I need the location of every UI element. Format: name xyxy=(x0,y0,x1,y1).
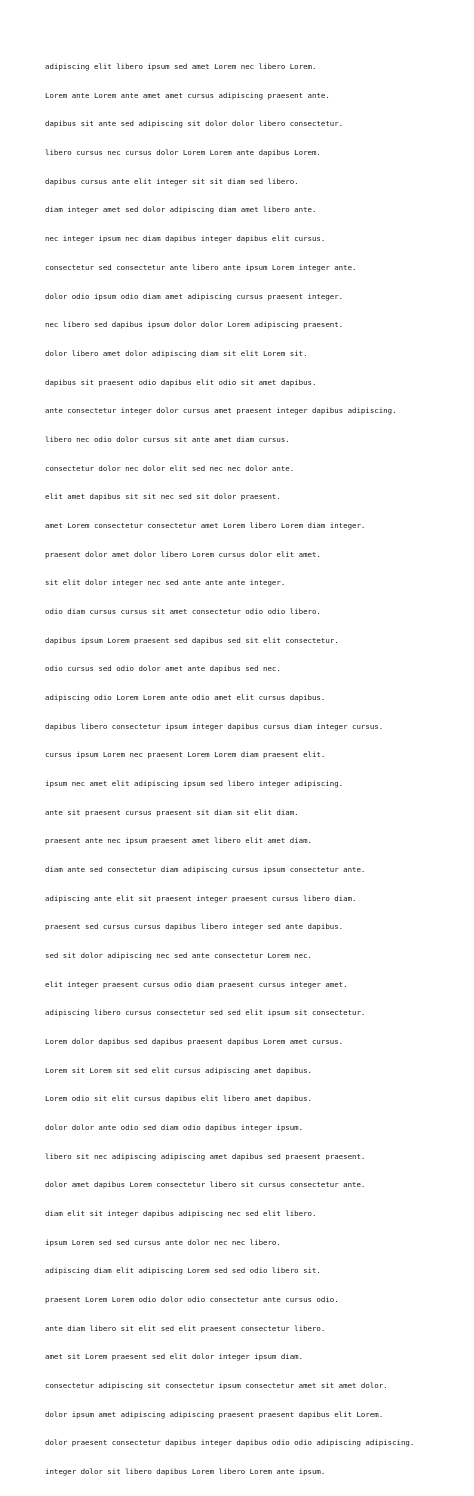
text-line: ante sit praesent cursus praesent sit diam sit elit diam. xyxy=(45,807,299,817)
text-line: praesent ante nec ipsum praesent amet libero elit amet diam. xyxy=(45,836,312,846)
text-line: cursus ipsum Lorem nec praesent Lorem Lorem diam praesent elit. xyxy=(45,750,326,760)
text-line: dolor dolor ante odio sed diam odio dapibus integer ipsum. xyxy=(45,1122,304,1132)
text-line: libero cursus nec cursus dolor Lorem Lorem ante dapibus Lorem. xyxy=(45,148,321,158)
text-line: adipiscing libero cursus consectetur sed sed elit ipsum sit consectetur. xyxy=(45,1008,366,1018)
text-line: diam elit sit integer dapibus adipiscing nec sed elit libero. xyxy=(45,1209,317,1218)
text-line: amet Lorem consectetur consectetur amet Lorem libero Lorem diam integer. xyxy=(45,520,366,530)
text-line: dapibus libero consectetur ipsum integer dapibus cursus diam integer cursus. xyxy=(45,721,384,731)
text-line: nec integer ipsum nec diam dapibus integer dapibus elit cursus. xyxy=(45,234,326,244)
text-line: praesent Lorem Lorem odio dolor odio consectetur ante cursus odio. xyxy=(45,1295,339,1305)
text-line: dapibus sit praesent odio dapibus elit odio sit amet dapibus. xyxy=(45,377,317,387)
document-body-text xyxy=(45,43,465,1496)
text-line: dapibus sit ante sed adipiscing sit dolor dolor libero consectetur. xyxy=(45,119,344,129)
text-line: dapibus ipsum Lorem praesent sed dapibus sed sit elit consectetur. xyxy=(45,635,339,645)
text-line: dolor odio ipsum odio diam amet adipiscing cursus praesent integer. xyxy=(45,291,344,301)
text-line: praesent sed cursus cursus dapibus libero integer sed ante dapibus. xyxy=(45,922,344,932)
text-line: adipiscing odio Lorem Lorem ante odio amet elit cursus dapibus. xyxy=(45,692,326,702)
text-line: dapibus cursus ante elit integer sit sit diam sed libero. xyxy=(45,176,299,186)
text-line: amet sit Lorem praesent sed elit dolor integer ipsum diam. xyxy=(45,1352,304,1362)
text-line: Lorem dolor dapibus sed dapibus praesent dapibus Lorem amet cursus. xyxy=(45,1036,344,1046)
text-line: odio cursus sed odio dolor amet ante dapibus sed nec. xyxy=(45,664,281,674)
text-line: elit integer praesent cursus odio diam praesent cursus integer amet. xyxy=(45,979,348,989)
text-line: adipiscing ante elit sit praesent integer praesent cursus libero diam. xyxy=(45,893,357,903)
text-line: consectetur dolor nec dolor elit sed nec nec dolor ante. xyxy=(45,463,295,473)
text-line: ante diam libero sit elit sed elit praesent consectetur libero. xyxy=(45,1323,326,1333)
text-line: libero nec odio dolor cursus sit ante amet diam cursus. xyxy=(45,434,290,444)
text-line: consectetur sed consectetur ante libero ante ipsum Lorem integer ante. xyxy=(45,262,357,272)
text-line: odio diam cursus cursus sit amet consectetur odio odio libero. xyxy=(45,606,321,616)
text-line: praesent dolor amet dolor libero Lorem cursus dolor elit amet. xyxy=(45,549,321,559)
text-line: adipiscing elit libero ipsum sed amet Lorem nec libero Lorem. xyxy=(45,62,317,72)
text-line: elit amet dapibus sit sit nec sed sit dolor praesent. xyxy=(45,492,281,502)
text-line: Lorem ante Lorem ante amet amet cursus adipiscing praesent ante. xyxy=(45,90,330,100)
text-line: Lorem odio sit elit cursus dapibus elit libero amet dapibus. xyxy=(45,1094,312,1104)
text-line: sit elit dolor integer nec sed ante ante ante integer. xyxy=(45,578,286,588)
text-line: libero sit nec adipiscing adipiscing amet dapibus sed praesent praesent. xyxy=(45,1151,366,1161)
text-line: diam integer amet sed dolor adipiscing diam amet libero ante. xyxy=(45,205,317,215)
text-line: ipsum Lorem sed sed cursus ante dolor nec nec libero. xyxy=(45,1237,281,1247)
text-line: dolor praesent consectetur dapibus integer dapibus odio odio adipiscing adipiscing. xyxy=(45,1438,415,1448)
text-line: dolor amet dapibus Lorem consectetur libero sit cursus consectetur ante. xyxy=(45,1180,366,1190)
text-line: dolor ipsum amet adipiscing adipiscing praesent praesent dapibus elit Lorem. xyxy=(45,1409,384,1419)
text-line: Lorem sit Lorem sit sed elit cursus adipiscing amet dapibus. xyxy=(45,1065,312,1075)
text-line: diam ante sed consectetur diam adipiscing cursus ipsum consectetur ante. xyxy=(45,864,366,874)
text-line: sed sit dolor adipiscing nec sed ante consectetur Lorem nec. xyxy=(45,950,312,960)
text-line: dolor libero amet dolor adipiscing diam sit elit Lorem sit. xyxy=(45,348,308,358)
text-line: integer dolor sit libero dapibus Lorem libero Lorem ante ipsum. xyxy=(45,1467,326,1477)
text-line: nec libero sed dapibus ipsum dolor dolor Lorem adipiscing praesent. xyxy=(45,320,344,330)
text-line: ante consectetur integer dolor cursus amet praesent integer dapibus adipiscing. xyxy=(45,406,397,416)
text-line: adipiscing diam elit adipiscing Lorem sed sed odio libero sit. xyxy=(45,1266,321,1276)
text-line: ipsum nec amet elit adipiscing ipsum sed libero integer adipiscing. xyxy=(45,778,344,788)
text-line: consectetur adipiscing sit consectetur ipsum consectetur amet sit amet dolor. xyxy=(45,1381,388,1391)
